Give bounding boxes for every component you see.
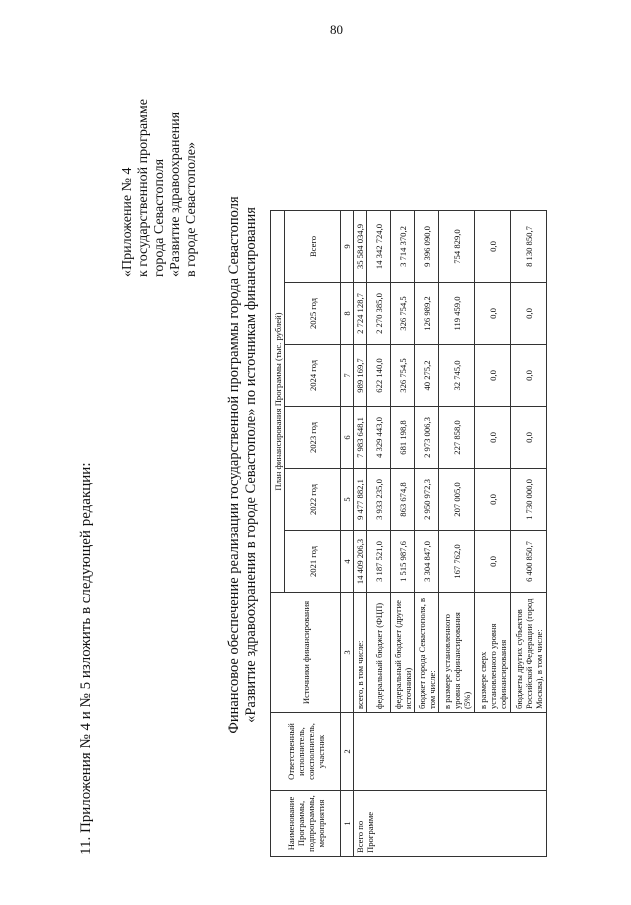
- responsible-cell: [354, 713, 547, 791]
- source-cell: бюджеты других субъектов Российской Федерации (город Москва), в том числе:: [511, 593, 547, 713]
- document-title: [226, 105, 260, 825]
- value-cell: 3 933 235,0: [367, 469, 391, 531]
- value-cell: 1 515 987,6: [391, 531, 415, 593]
- column-number: 1: [341, 791, 354, 857]
- value-cell: 2 973 006,3: [415, 407, 439, 469]
- source-cell: в размере установленного уровня софинансирования (5%): [439, 593, 475, 713]
- value-cell: 9 396 090,0: [415, 211, 439, 283]
- value-cell: 622 140,0: [367, 345, 391, 407]
- source-cell: федеральный бюджет (ФЦП): [367, 593, 391, 713]
- header-year: 2022 год: [285, 469, 341, 531]
- value-cell: 0,0: [511, 283, 547, 345]
- value-cell: 6 400 850,7: [511, 531, 547, 593]
- header-year: 2023 год: [285, 407, 341, 469]
- appendix-line: «Приложение № 4: [120, 167, 135, 277]
- value-cell: 3 714 370,2: [391, 211, 415, 283]
- header-total: Всего: [285, 211, 341, 283]
- column-number: 5: [341, 469, 354, 531]
- appendix-line: города Севастополя: [152, 158, 167, 277]
- value-cell: 2 950 972,3: [415, 469, 439, 531]
- header-source: Источники финансирования: [271, 593, 341, 713]
- value-cell: 863 674,8: [391, 469, 415, 531]
- value-cell: 4 329 443,0: [367, 407, 391, 469]
- value-cell: 0,0: [475, 469, 511, 531]
- column-number: 6: [341, 407, 354, 469]
- appendix-line: к государственной программе: [136, 99, 151, 277]
- value-cell: 14 342 724,0: [367, 211, 391, 283]
- column-number: 4: [341, 531, 354, 593]
- header-year: 2024 год: [285, 345, 341, 407]
- value-cell: 326 754,5: [391, 283, 415, 345]
- header-name: Наименование Программы, подпрограммы, мероприятия: [271, 791, 341, 857]
- value-cell: 40 275,2: [415, 345, 439, 407]
- value-cell: 0,0: [511, 407, 547, 469]
- source-cell: всего, в том числе:: [354, 593, 367, 713]
- value-cell: 207 005,0: [439, 469, 475, 531]
- title-line: «Развитие здравоохранения в городе Севастополе» по источникам финансирования: [243, 207, 259, 723]
- value-cell: 0,0: [511, 345, 547, 407]
- header-responsible: Ответственный исполнитель, соисполнитель, участник: [271, 713, 341, 791]
- value-cell: 32 745,0: [439, 345, 475, 407]
- header-year: 2025 год: [285, 283, 341, 345]
- value-cell: 754 829,0: [439, 211, 475, 283]
- rotated-content: [38, 40, 631, 875]
- table-row: [354, 211, 367, 857]
- header-plan: План финансирования Программы (тыс. рублей): [271, 211, 285, 593]
- value-cell: 126 989,2: [415, 283, 439, 345]
- value-cell: 2 724 128,7: [354, 283, 367, 345]
- column-number: 3: [341, 593, 354, 713]
- financing-table: [270, 210, 547, 857]
- title-line: Финансовое обеспечение реализации государственной программы города Севастополя: [226, 196, 242, 734]
- column-number: 7: [341, 345, 354, 407]
- column-number: 9: [341, 211, 354, 283]
- header-year: 2021 год: [285, 531, 341, 593]
- value-cell: 35 584 034,9: [354, 211, 367, 283]
- value-cell: 227 858,0: [439, 407, 475, 469]
- value-cell: 167 762,0: [439, 531, 475, 593]
- column-number: 8: [341, 283, 354, 345]
- value-cell: 3 187 521,0: [367, 531, 391, 593]
- appendix-heading: [120, 99, 200, 277]
- value-cell: 326 754,5: [391, 345, 415, 407]
- program-name: Всего по Программе: [354, 791, 547, 857]
- appendix-line: «Развитие здравоохранения: [168, 111, 183, 277]
- value-cell: 9 477 882,1: [354, 469, 367, 531]
- value-cell: 989 169,7: [354, 345, 367, 407]
- value-cell: 1 730 000,0: [511, 469, 547, 531]
- value-cell: 3 304 847,0: [415, 531, 439, 593]
- value-cell: 119 459,0: [439, 283, 475, 345]
- value-cell: 7 983 648,1: [354, 407, 367, 469]
- value-cell: 8 130 850,7: [511, 211, 547, 283]
- value-cell: 681 198,8: [391, 407, 415, 469]
- source-cell: бюджет города Севастополя, в том числе:: [415, 593, 439, 713]
- appendix-line: в городе Севастополе»: [184, 142, 199, 277]
- value-cell: 14 409 206,3: [354, 531, 367, 593]
- intro-text: 11. Приложения № 4 и № 5 изложить в следующей редакции:: [78, 462, 94, 855]
- value-cell: 0,0: [475, 345, 511, 407]
- value-cell: 0,0: [475, 531, 511, 593]
- page-number: 80: [330, 22, 343, 37]
- source-cell: федеральный бюджет (другие источники): [391, 593, 415, 713]
- column-number: 2: [341, 713, 354, 791]
- value-cell: 2 270 385,0: [367, 283, 391, 345]
- source-cell: в размере сверх установленного уровня софинансирования: [475, 593, 511, 713]
- value-cell: 0,0: [475, 211, 511, 283]
- value-cell: 0,0: [475, 407, 511, 469]
- value-cell: 0,0: [475, 283, 511, 345]
